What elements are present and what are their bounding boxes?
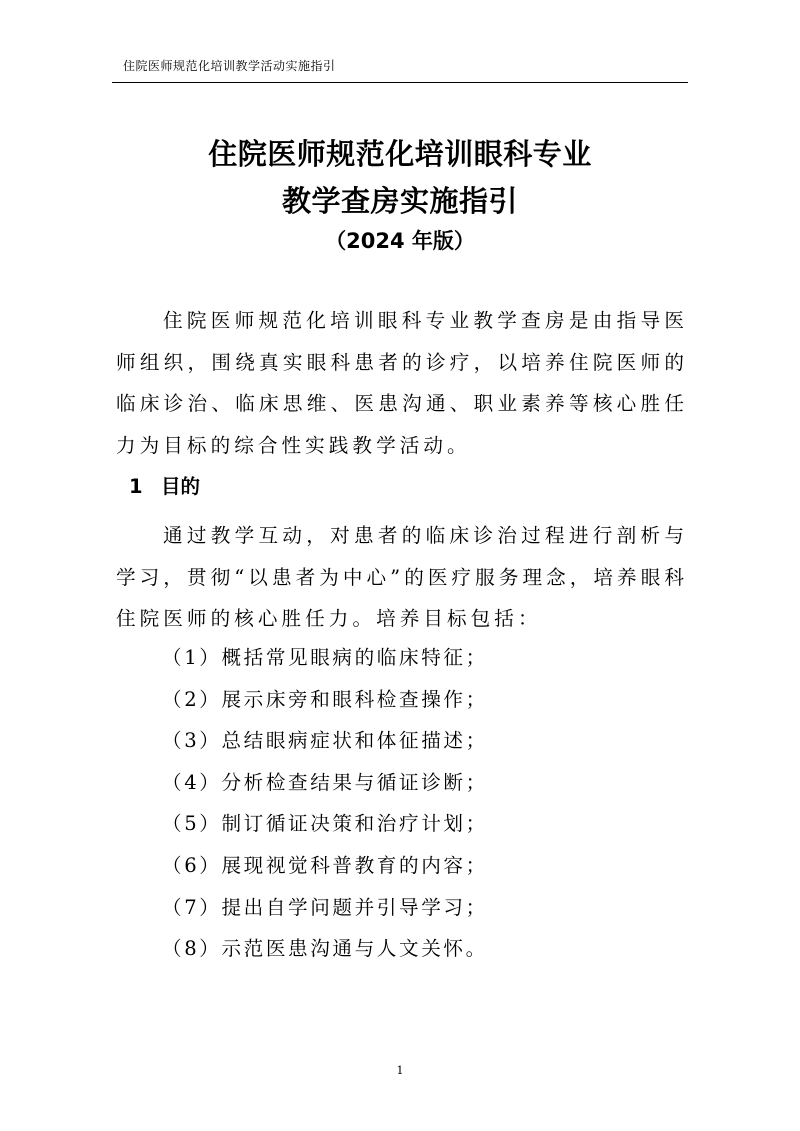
- goal-item: （2）展示床旁和眼科检查操作；: [162, 687, 488, 711]
- goal-item: （8）示范医患沟通与人文关怀。: [162, 937, 488, 961]
- intro-paragraph: 住院医师规范化培训眼科专业教学查房是由指导医师组织，围绕真实眼科患者的诊疗，以培养住院医师的临床诊治、临床思维、医患沟通、职业素养等核心胜任力为目标的综合性实践教学活动。: [116, 309, 688, 457]
- goal-item: （1）概括常见眼病的临床特征；: [162, 646, 488, 669]
- section-title: 目的: [161, 475, 201, 498]
- section-number: 1: [129, 475, 143, 498]
- running-header: 住院医师规范化培训教学活动实施指引: [123, 59, 336, 73]
- goal-item: （4）分析检查结果与循证诊断；: [162, 770, 488, 794]
- edition-label: （2024 年版）: [325, 229, 475, 253]
- header-divider: [112, 82, 688, 83]
- document-title-line2: 教学查房实施指引: [281, 184, 518, 218]
- goal-list: [162, 637, 488, 970]
- goal-item: （7）提出自学问题并引导学习；: [162, 895, 488, 919]
- document-title-line1: 住院医师规范化培训眼科专业: [208, 137, 592, 171]
- goal-item: （3）总结眼病症状和体征描述；: [162, 729, 488, 753]
- goal-item: （5）制订循证决策和治疗计划；: [162, 812, 488, 836]
- section-heading: [129, 472, 200, 502]
- goal-item: （6）展现视觉科普教育的内容；: [162, 853, 488, 877]
- section-paragraph: 通过教学互动，对患者的临床诊治过程进行剖析与学习，贯彻“以患者为中心”的医疗服务理念，培养眼科住院医师的核心胜任力。培养目标包括：: [116, 524, 688, 630]
- page-number: 1: [396, 1064, 404, 1077]
